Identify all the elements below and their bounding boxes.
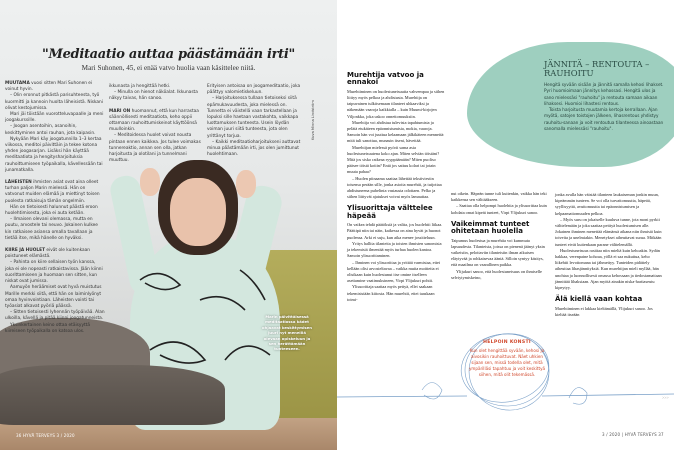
body-paragraph	[451, 191, 549, 203]
paragraph-text: Yritys hallita tilanteita ja toisten ihmisten sanomisia ja tekemisiä ilmentää myös turhaa huolen kantoa. Samoin ylisuorittaminen.	[347, 240, 442, 259]
article-title: "Meditaatio auttaa päästämään irti"	[42, 47, 295, 62]
paragraph-text: Huolestuneisuus rasittaa niin mieltä kuin kehoakin. Sydän hakkaa, verenpaine kohoaa, yöllä ei saa nukuttua, keho liikehtii levottomana tai jähmettyy. Tunteiden pidättely aiheuttaa lihasjännityksiä. Kun murehtijan mieli myllää, hän unohtaa ja luonnollisesti omassa kehossaan ja tiedostamattaan jännittää lihaksiaan. Ajan myötä ainakin niska-hartiaseutu kipeytyy.	[555, 247, 662, 291]
woman-hand-left	[140, 168, 160, 196]
body-paragraph	[5, 248, 105, 260]
paragraph-text: Taipumus huolestua ja murehtia voi kummuta lapsuudesta. Tilanteista, joissa on pienenä jäänyt yksin vaikeisiin, pelottaviin tilanteisiin ilman aikuisen eläytyvää ja rohkaisevaa ääntä. Silloin syntyy käsitys, että maailma on vaarallinen paikka.	[451, 237, 545, 268]
photo-caption: Marin päivittäisessä meditaatiossa kädet ohjaavat keskittymisen juuri nyt meneillä olevaan opiskeluun ja sen herättämään tunteeseen.	[262, 314, 312, 352]
section-heading: Älä kiellä vaan kohtaa	[555, 295, 643, 304]
paragraph-text: jonka avulla hän väistää tilanteen laukaiseman jonkin muun, kipeämmän tunteen. Se voi olla turvattomuutta, häpeää, syyllisyyttä, avuttomuutta tai epäonnistumisen ja kelpaamattomuuden pelkoa.	[555, 192, 659, 216]
paragraph-text: Murehtiminen ei lakkaa kieltämällä, Ylijukuri sanoo. Jos kieltää itseään	[555, 305, 653, 317]
paragraph-text: Erityisen antoisaa on joogameditaatio, joka päättyy valomietiskeluun.	[207, 84, 301, 96]
woman-hand-right	[236, 170, 256, 198]
page-footer-right: 3 / 2020 | HYVÄ TERVEYS 37	[602, 432, 664, 437]
body-paragraph	[5, 137, 105, 174]
paragraph-text: huomannut, että kun harrastaa säännöllisesti meditaatiota, keho oppii ottamaan rauhoittumiskeinot käyttöönsä muulloinkin.	[109, 108, 199, 133]
right-column-1	[347, 72, 445, 303]
body-paragraph	[451, 238, 549, 269]
exercise-box-paragraph: Hengitä syvään sisään ja jännitä samalla kehosi lihakset. Pyri huomioimaan jännitys kehossasi. Hengitä ulos ja sano mielessäsi "rauhoitu" ja rentouta samaan aikaan lihaksesi. Huomioi lihastesi rentous.	[544, 82, 664, 106]
body-paragraph	[5, 124, 105, 136]
paragraph-text: nut oikein. Häpeän tunne tuli kuitenkin, vaikka hän teki kaikkensa sen välttääkseen.	[451, 191, 547, 203]
continue-mark: >>>	[662, 395, 669, 400]
paragraph-text: – Saattaa olla helpompi huolehtia ja ylisuorittaa kuin kohdata omat kipeät tunteet, Virpi Ylijukuri sanoo.	[451, 203, 547, 215]
body-paragraph	[347, 176, 445, 201]
tip-text: Kun olet hengittää syvään, kehosi ja aivosikin rauhoittuvat. Näet uhkien sijaan sen, missä todella olet, mitä ympärilläsi tapahtuu ja voit keskittyä siihen, mitä olit tekemässä.	[468, 348, 546, 377]
paragraph-text: – Kaikki meditaatioharjoitukseni auttavat minua päästämään irti, jos olen jumittunut huolehtimaan.	[207, 139, 301, 158]
body-paragraph	[207, 140, 305, 159]
photo-credit: Kuva Minna Lindström	[311, 100, 315, 140]
body-paragraph	[109, 109, 201, 134]
right-page	[337, 0, 674, 450]
body-paragraph	[5, 205, 105, 217]
paragraph-text: eivät ole kuitenkaan poistuneet elämästä.	[5, 248, 91, 260]
paragraph-lead-in: KIIRE JA HUOLET	[5, 248, 46, 254]
paragraph-text: – Ihminen voi ylisuorittaa ja yrittää varmistaa, ettei kellään olisi arvosteltavaa – vaikka muita moitteita ei olisikaan kuin huolestunut itse omine itselleen asettamine vaatimuksineen, Virpi Ylijukuri pohtii.	[347, 259, 441, 284]
right-column-3	[555, 192, 663, 318]
body-paragraph	[109, 90, 201, 102]
paragraph-text: – Sitten tietoisesti lyhennän työpäivää. Alan ulkoilla, kävellä ja pitää kiinni joogatunneista.	[5, 310, 105, 322]
paragraph-text: Hän on tietoisesti halunnut päästä eroon huolehtimisesta, joka ei auta ketään.	[5, 204, 98, 217]
body-paragraph	[347, 120, 445, 145]
page-footer-left: 36 HYVÄ TERVEYS 3 / 2020	[16, 433, 75, 438]
exercise-box-title: JÄNNITÄ – RENTOUTA – RAUHOITU	[544, 59, 650, 78]
left-column-1	[5, 81, 105, 335]
paragraph-text: Mari jäi töistään vuorotteluvapaalle ja meni joogakurssille.	[5, 112, 104, 124]
body-paragraph	[5, 180, 105, 205]
section-heading: Vaikeimmat tunteet ohitetaan huolella	[451, 219, 530, 236]
tip-title: HELPOIN KONSTI	[483, 340, 531, 345]
exercise-box-paragraph: Toista harjoitusta muutamia kertoja kerrallaan. Ajan myötä, satojen toistojen jälkeen, lihasrentous yhdistyy rauhoitu-sanaan ja voit rentoutua tilanteessa ainoastaan sanomalla mielessäsi "rauhoitu".	[544, 107, 664, 132]
body-paragraph	[5, 260, 105, 285]
paragraph-text: Murehtiminen on huolestuneisuutta vahvempaa ja siihen liittyy myös pelkoa ja ahdistusta. Murehtija on taipuvainen tulkitsemaan tilanteet uhkaaviksi ja näkemään vaaroja kaikkialla – kuin Muumi-kirjojen Viljonkka, joka uskoo onnettomuuksiin.	[347, 88, 445, 119]
section-heading: Ylisuorittaja välttelee häpeää	[347, 204, 433, 220]
body-paragraph	[347, 241, 445, 260]
body-paragraph	[451, 269, 549, 281]
body-paragraph	[347, 89, 445, 120]
exercise-box-text	[544, 82, 666, 132]
paragraph-lead-in: MARI ON	[109, 108, 131, 114]
cushion-bottom	[0, 365, 225, 425]
paragraph-text: – Huolen piinaama saattaa lähettää tekstiviestin toisensa perään sille, jonka asioita murehtii, ja tuijottaa ahdistuneena puhelinta vastausta odottaen. Pelko ja siihen liittyvät ajatukset voivat myös lamauttaa.	[347, 175, 442, 200]
paragraph-text: Murehtija voi ahdistua tulevista tapahtumista ja pelätä etukäteen epäonnistumisia, mokia, vaaroja. Samoin hän voi juuttua kelaamaan jälkikäteen menneitä: mitä tuli sanottua, munasin itseni, hävettää.	[347, 119, 445, 144]
left-column-2	[109, 84, 201, 164]
paragraph-text: – Harjoituksessa tullaan tietoiseksi siitä epämukavuudesta, joka mielessä on. Tunnetta ei väistellä vaan tarkastellaan ja lopuksi sille haetaan vastakohta, vaikkapa luottamuksen tunteesta. Usein löydän voiman juuri siitä tunteesta, jota olen yrittänyt torjua.	[207, 96, 299, 139]
paragraph-text: Ylisuorittaja saattaa myös pettyä, ellei saakaan tekemisistään kiitosta. Hän murehtii, ettei taaskaan toimi-	[347, 284, 435, 302]
body-paragraph	[5, 323, 105, 335]
paragraph-text: Yksinkertainen keino ottaa etäisyyttä kiireiseen työpaikalla on katsoa ulos.	[5, 322, 90, 334]
paragraph-text: – Pahinta on kiire sellaisen työn kanssa, joka ei ole nopeasti ratkaistavissa. Jään kiinni suorittamiseen ja huomaan sen sitten, kun niskat ovat jumissa.	[5, 260, 103, 285]
body-paragraph	[5, 310, 105, 322]
paragraph-text: ihmisten asiat ovat aina olleet turhan paljon Marin mielessä. Hän on vatvonut muiden elämää ja miettinyt toisen puolesta ratkaisuja tämän ongelmiin.	[5, 180, 100, 204]
body-paragraph	[347, 222, 445, 241]
paragraph-text: – Ilmaisen olevani olemassa, mutta en puutu, arvostele tai neuvo. Jokainen kulkee kin ratkaisee asiansa omalla tavallaan ja tietää itse, mikä hänelle on hyväksi.	[5, 217, 98, 241]
paragraph-text: – Minulla on hienot näköalat. Ikkunasta näkyy taivas, hän sanoo.	[109, 90, 198, 102]
section-heading: Murehtija vatvoo ja ennakoi	[347, 71, 424, 87]
body-paragraph	[555, 192, 663, 217]
body-paragraph	[109, 133, 201, 164]
body-paragraph	[5, 81, 105, 93]
body-paragraph	[347, 145, 445, 176]
body-paragraph	[555, 248, 663, 291]
paragraph-text: – Meditoidessa huolet voivat nousta pintaan ennen kaikkea. Jos tulee voimakas tunnereaktio, annan sen olla, jatkan harjoitusta ja olotilani ja tunnelmani muuttuu.	[109, 133, 201, 164]
body-paragraph	[347, 260, 445, 285]
paragraph-text: Aamuyön heräämiset ovat hyvä muistutus Marille merkki siitä, että hän on laiminlyönyt omaa hyvinvointiaan. Läheisten vointi tai työasiat alkavat pyöriä päässä.	[5, 285, 102, 309]
body-paragraph	[451, 203, 549, 215]
paragraph-lead-in: LÄHEISTEN	[5, 180, 32, 186]
body-paragraph	[207, 84, 305, 96]
paragraph-text: Murehtijan mielessä pyörii sama asia huolestuneisuutena koko ajan. Miten selviän töistäni? Mitä jos sisko ratkeaa ryyppäämään? Miten puoliso pääsee töistä kotiin? Entä jos sattuu kolari tai jotain muuta pahaa?	[347, 144, 440, 175]
paragraph-lead-in: MUUTAMA	[5, 81, 30, 86]
woman-face	[170, 178, 226, 246]
body-paragraph	[207, 96, 305, 139]
paragraph-text: Ylijukuri sanoo, että huolestuneisuus on ihmiselle selviytymiskeino,	[451, 268, 542, 280]
paragraph-text: On vaikea tehdä päätöksiä ja valita, jos huolehtii liikaa. Päättipä niin tai näin, kaikessa on aina hyvät ja huonot puolensa. Arki ei suju, kun aika menee jossitteluun.	[347, 222, 443, 240]
body-paragraph	[5, 93, 105, 112]
paragraph-text: – Olin eronnut pitkästä parisuhteesta, työ kuormitti ja kannoin huolta läheisistä. Niskani olivat kestojumissa.	[5, 93, 103, 111]
left-column-3	[207, 84, 305, 158]
right-column-2	[451, 191, 549, 281]
paragraph-text: Nykyään Mari käy joogatunnilla 1–3 kertaa viikossa, meditoi päivittäin ja tekee kotona yhden joogasarjan. Lisäksi hän käyttää meditaatiota ja hengitysharjoituksia rauhoittumiseen työpaikalla, kävellessään tai junamatkalla.	[5, 136, 103, 173]
body-paragraph	[347, 284, 445, 303]
body-paragraph	[555, 217, 663, 248]
body-paragraph	[5, 285, 105, 310]
paragraph-text: – Myös suru on jokaiselle kuuluva tunne, jota moni pyrkii välttelemään ja joka saattaa peittyä huolestumisen alle. Jokainen ihminen menettää elämänsä aikana niin ihmisiä kuin toiveita ja unelmiakin. Menetykset aiheuttavat surua. Mitkään tunteet eivät kuitenkaan parane välttelemällä.	[555, 216, 662, 247]
paragraph-text: ikkunasta ja hengittää hetki.	[109, 84, 171, 89]
body-paragraph	[5, 112, 105, 124]
paragraph-text: vuosi sitten Mari Suhonen ei voinut hyvin.	[5, 81, 93, 93]
body-paragraph	[555, 306, 663, 318]
tip-box	[467, 340, 547, 378]
article-subtitle: Mari Suhonen, 45, ei enää vatvo huolia vaan käsittelee niitä.	[81, 64, 256, 72]
body-paragraph	[5, 217, 105, 242]
paragraph-text: – Joogan asentoihin, asanoihin, keskittyminen antoi rauhan, jota kaipasin.	[5, 124, 96, 136]
